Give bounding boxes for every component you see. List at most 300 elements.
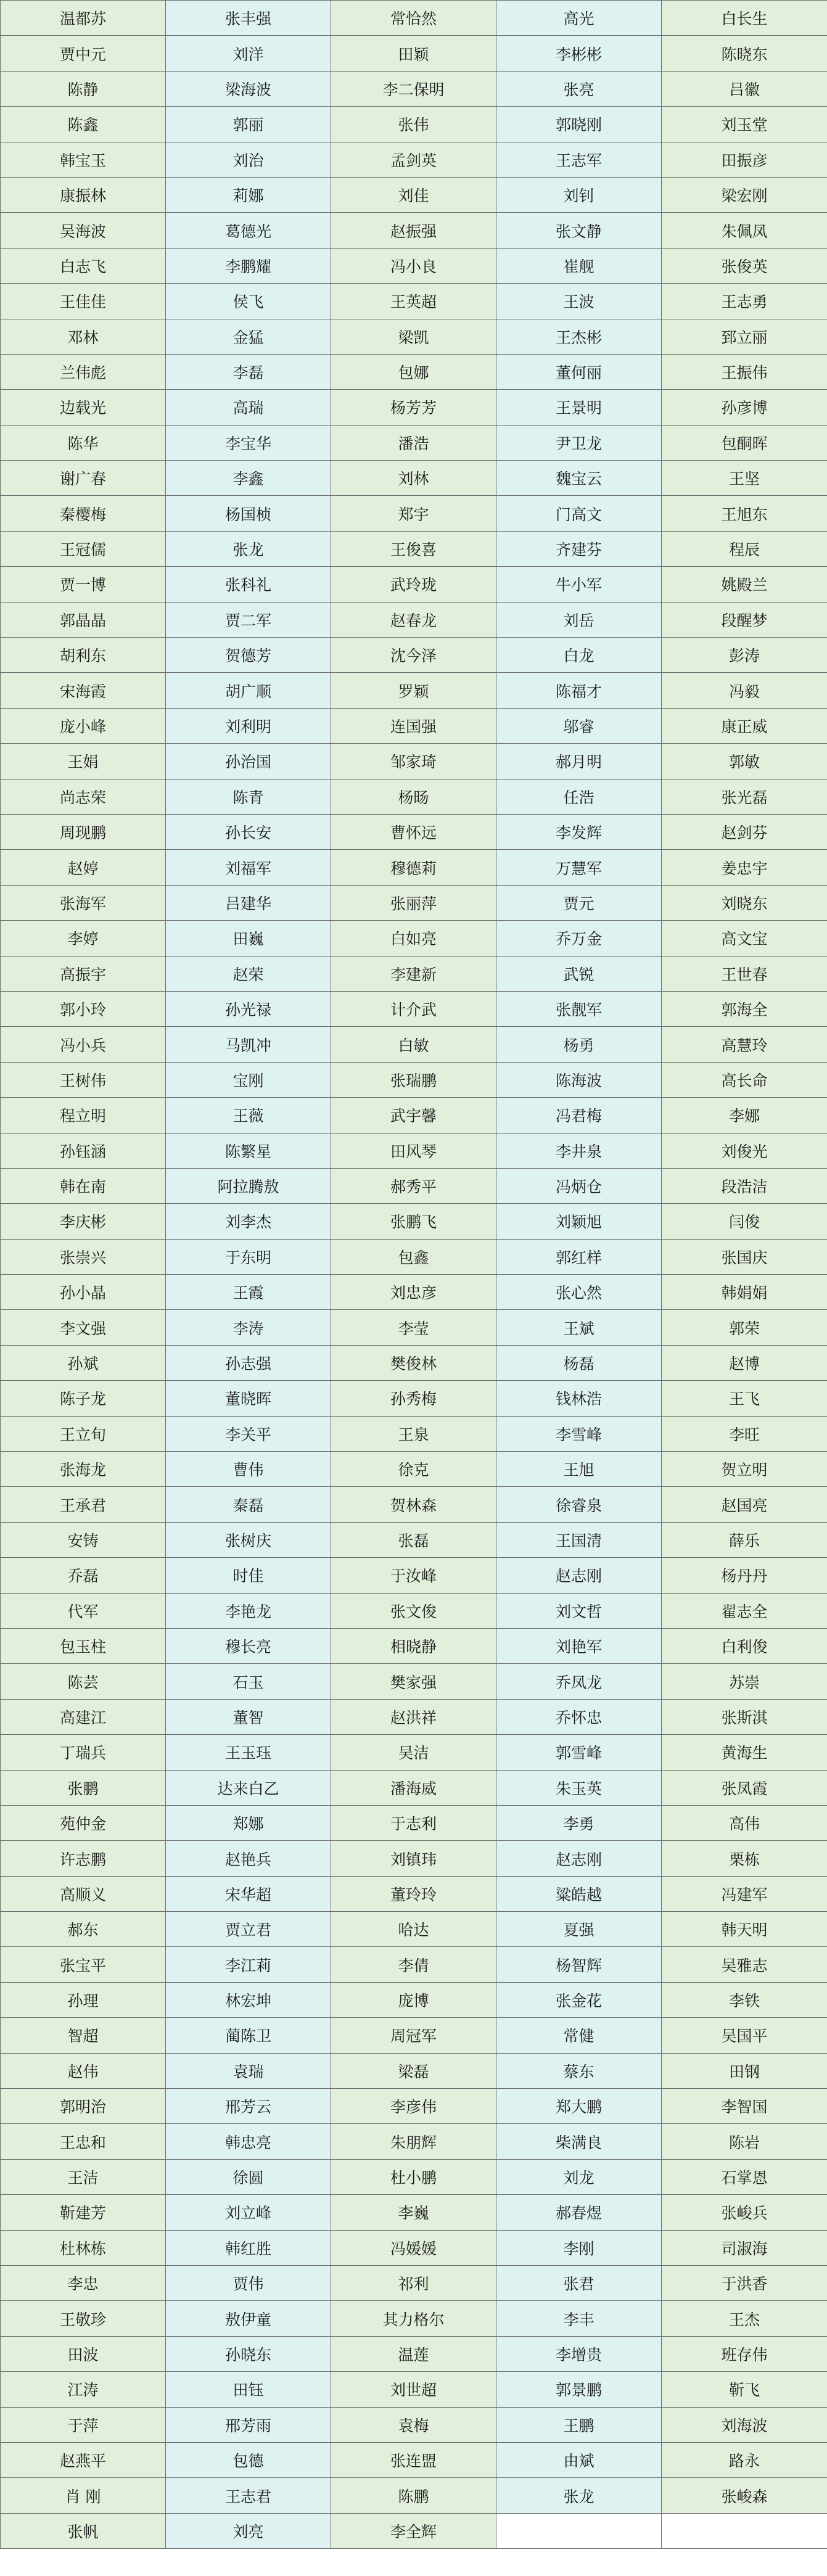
name-cell: 穆长亮 <box>166 1628 331 1663</box>
name-cell: 王旭 <box>496 1452 662 1487</box>
name-cell: 曹伟 <box>166 1452 331 1487</box>
name-cell: 包娜 <box>331 354 496 389</box>
name-cell: 李增贵 <box>496 2336 662 2371</box>
name-cell: 吴国平 <box>662 2018 827 2053</box>
table-row <box>1 1487 827 1522</box>
name-cell: 张靓军 <box>496 991 662 1026</box>
name-cell: 王坚 <box>662 461 827 496</box>
name-cell: 李涛 <box>166 1310 331 1345</box>
name-cell: 包玉柱 <box>1 1628 166 1663</box>
name-cell: 陈子龙 <box>1 1381 166 1416</box>
name-cell: 邬睿 <box>496 708 662 743</box>
name-cell: 韩天明 <box>662 1912 827 1947</box>
name-cell: 冯媛媛 <box>331 2230 496 2265</box>
name-cell: 王忠和 <box>1 2124 166 2159</box>
table-row <box>1 1522 827 1557</box>
table-row <box>1 142 827 177</box>
name-cell: 于东明 <box>166 1239 331 1274</box>
name-cell: 陈福才 <box>496 673 662 708</box>
table-row <box>1 107 827 142</box>
table-row <box>1 1168 827 1203</box>
table-row <box>1 1699 827 1734</box>
name-cell: 于汝峰 <box>331 1558 496 1593</box>
name-cell: 刘晓东 <box>662 885 827 920</box>
name-cell: 刘龙 <box>496 2159 662 2194</box>
table-row <box>1 673 827 708</box>
name-cell: 乔万金 <box>496 921 662 956</box>
name-cell: 冯小兵 <box>1 1027 166 1062</box>
name-cell: 段醒梦 <box>662 602 827 637</box>
name-cell: 高长命 <box>662 1062 827 1097</box>
name-cell: 冯毅 <box>662 673 827 708</box>
name-cell: 郝秀平 <box>331 1168 496 1203</box>
name-cell: 陈海波 <box>496 1062 662 1097</box>
table-row <box>1 390 827 425</box>
name-cell: 李鑫 <box>166 461 331 496</box>
table-row <box>1 1735 827 1770</box>
name-cell: 陈鑫 <box>1 107 166 142</box>
name-cell: 孙理 <box>1 1982 166 2017</box>
name-cell: 郭明治 <box>1 2089 166 2124</box>
table-row <box>1 2230 827 2265</box>
name-cell: 黄海生 <box>662 1735 827 1770</box>
name-cell: 徐圆 <box>166 2159 331 2194</box>
name-cell: 庞博 <box>331 1982 496 2017</box>
table-row <box>1 1664 827 1699</box>
name-cell: 田波 <box>1 2336 166 2371</box>
name-cell: 韩忠亮 <box>166 2124 331 2159</box>
name-cell: 刘海波 <box>662 2407 827 2442</box>
name-cell: 田钰 <box>166 2372 331 2407</box>
name-cell: 王敬珍 <box>1 2301 166 2336</box>
name-cell: 温都苏 <box>1 1 166 36</box>
name-cell: 丁瑞兵 <box>1 1735 166 1770</box>
name-cell: 王薇 <box>166 1098 331 1133</box>
name-cell: 冯君梅 <box>496 1098 662 1133</box>
name-cell: 王杰彬 <box>496 319 662 354</box>
name-cell: 郭丽 <box>166 107 331 142</box>
name-cell: 韩红胜 <box>166 2230 331 2265</box>
name-cell: 孙小晶 <box>1 1275 166 1310</box>
name-cell: 王振伟 <box>662 354 827 389</box>
table-row <box>1 425 827 460</box>
name-cell: 赵振强 <box>331 213 496 248</box>
name-cell: 石掌恩 <box>662 2159 827 2194</box>
name-cell: 袁梅 <box>331 2407 496 2442</box>
name-cell: 张金花 <box>496 1982 662 2017</box>
name-cell: 张俊英 <box>662 248 827 283</box>
table-row <box>1 248 827 283</box>
name-cell: 赵伟 <box>1 2053 166 2088</box>
name-cell: 刘福军 <box>166 850 331 885</box>
name-cell: 智超 <box>1 2018 166 2053</box>
name-cell: 张龙 <box>496 2478 662 2513</box>
name-cell: 庞小峰 <box>1 708 166 743</box>
name-cell: 穆德莉 <box>331 850 496 885</box>
name-cell: 计介武 <box>331 991 496 1026</box>
name-cell: 刘忠彦 <box>331 1275 496 1310</box>
name-cell: 赵荣 <box>166 956 331 991</box>
name-cell: 杨芳芳 <box>331 390 496 425</box>
name-cell: 高振宇 <box>1 956 166 991</box>
name-cell: 常健 <box>496 2018 662 2053</box>
name-cell: 王树伟 <box>1 1062 166 1097</box>
name-cell: 梁海波 <box>166 71 331 106</box>
name-cell: 周现鹏 <box>1 814 166 849</box>
name-cell: 乔怀忠 <box>496 1699 662 1734</box>
name-cell: 郝东 <box>1 1912 166 1947</box>
name-cell: 王玉珏 <box>166 1735 331 1770</box>
name-cell: 蔺陈卫 <box>166 2018 331 2053</box>
table-row <box>1 319 827 354</box>
name-cell: 刘治 <box>166 142 331 177</box>
name-cell: 江涛 <box>1 2372 166 2407</box>
name-cell: 陈鹏 <box>331 2478 496 2513</box>
name-cell: 秦樱梅 <box>1 496 166 531</box>
name-cell: 张磊 <box>331 1522 496 1557</box>
name-cell: 张凤霞 <box>662 1770 827 1805</box>
name-cell: 牛小军 <box>496 567 662 602</box>
table-row <box>1 1062 827 1097</box>
name-cell: 夏强 <box>496 1912 662 1947</box>
name-cell: 李宝华 <box>166 425 331 460</box>
name-cell: 班存伟 <box>662 2336 827 2371</box>
name-cell: 张心然 <box>496 1275 662 1310</box>
name-cell: 相晓静 <box>331 1628 496 1663</box>
name-cell: 粱皓越 <box>496 1876 662 1911</box>
name-cell: 张文俊 <box>331 1593 496 1628</box>
name-cell: 白利俊 <box>662 1628 827 1663</box>
name-cell: 赵婷 <box>1 850 166 885</box>
name-cell: 王杰 <box>662 2301 827 2336</box>
name-cell: 郭景鹏 <box>496 2372 662 2407</box>
name-cell: 杨勇 <box>496 1027 662 1062</box>
name-cell: 王承君 <box>1 1487 166 1522</box>
name-cell: 杨国桢 <box>166 496 331 531</box>
name-cell: 韩在南 <box>1 1168 166 1203</box>
name-cell: 其力格尔 <box>331 2301 496 2336</box>
name-cell: 刘洋 <box>166 36 331 71</box>
name-cell: 边载光 <box>1 390 166 425</box>
name-cell: 樊俊林 <box>331 1345 496 1380</box>
table-row <box>1 885 827 920</box>
table-row <box>1 1628 827 1663</box>
name-cell: 李艳龙 <box>166 1593 331 1628</box>
name-cell: 宋华超 <box>166 1876 331 1911</box>
name-cell: 苑仲金 <box>1 1805 166 1840</box>
name-cell: 钱林浩 <box>496 1381 662 1416</box>
name-cell: 张树庆 <box>166 1522 331 1557</box>
table-row <box>1 1593 827 1628</box>
name-cell: 孙彦博 <box>662 390 827 425</box>
table-row <box>1 2513 827 2548</box>
name-cell: 许志鹏 <box>1 1841 166 1876</box>
name-cell: 赵国亮 <box>662 1487 827 1522</box>
name-cell: 由斌 <box>496 2442 662 2477</box>
name-cell: 张丰强 <box>166 1 331 36</box>
name-cell: 潘浩 <box>331 425 496 460</box>
name-cell: 刘世超 <box>331 2372 496 2407</box>
name-cell: 张斯淇 <box>662 1699 827 1734</box>
name-cell: 李鹏耀 <box>166 248 331 283</box>
name-cell: 张伟 <box>331 107 496 142</box>
name-cell: 哈达 <box>331 1912 496 1947</box>
name-cell: 尚志荣 <box>1 779 166 814</box>
name-cell: 杨磊 <box>496 1345 662 1380</box>
name-cell: 陈晓东 <box>662 36 827 71</box>
name-cell: 段浩洁 <box>662 1168 827 1203</box>
table-row <box>1 1310 827 1345</box>
name-cell: 朱玉英 <box>496 1770 662 1805</box>
name-cell: 贾元 <box>496 885 662 920</box>
name-cell: 吕徽 <box>662 71 827 106</box>
name-cell: 肖 刚 <box>1 2478 166 2513</box>
table-row <box>1 1947 827 1982</box>
name-cell: 郭小玲 <box>1 991 166 1026</box>
name-cell: 侯飞 <box>166 284 331 319</box>
table-row <box>1 1098 827 1133</box>
name-cell: 常恰然 <box>331 1 496 36</box>
table-row <box>1 956 827 991</box>
table-row <box>1 1452 827 1487</box>
table-row <box>1 1770 827 1805</box>
name-cell: 刘俊光 <box>662 1133 827 1168</box>
name-cell: 高文宝 <box>662 921 827 956</box>
name-cell: 包酮晖 <box>662 425 827 460</box>
name-cell: 陈青 <box>166 779 331 814</box>
name-cell: 罗颖 <box>331 673 496 708</box>
name-cell: 刘颖旭 <box>496 1204 662 1239</box>
name-cell: 高慧玲 <box>662 1027 827 1062</box>
table-row <box>1 1841 827 1876</box>
name-cell: 李忠 <box>1 2266 166 2301</box>
name-cell: 白长生 <box>662 1 827 36</box>
table-row <box>1 1416 827 1451</box>
name-cell: 张光磊 <box>662 779 827 814</box>
name-cell: 祁利 <box>331 2266 496 2301</box>
table-row <box>1 213 827 248</box>
name-cell: 赵志刚 <box>496 1558 662 1593</box>
name-cell: 刘林 <box>331 461 496 496</box>
table-row <box>1 354 827 389</box>
table-row <box>1 1 827 36</box>
name-cell: 宝刚 <box>166 1062 331 1097</box>
name-cell: 包德 <box>166 2442 331 2477</box>
name-cell: 孙晓东 <box>166 2336 331 2371</box>
name-cell: 连国强 <box>331 708 496 743</box>
name-cell: 郭海全 <box>662 991 827 1026</box>
name-cell: 张帆 <box>1 2513 166 2548</box>
table-row <box>1 602 827 637</box>
name-cell: 宋海霞 <box>1 673 166 708</box>
name-cell: 郭敏 <box>662 744 827 779</box>
name-cell: 张瑞鹏 <box>331 1062 496 1097</box>
name-cell: 尹卫龙 <box>496 425 662 460</box>
name-cell: 孙志强 <box>166 1345 331 1380</box>
table-row <box>1 921 827 956</box>
name-cell: 贺林森 <box>331 1487 496 1522</box>
name-cell: 张宝平 <box>1 1947 166 1982</box>
table-row <box>1 496 827 531</box>
name-cell: 邹家琦 <box>331 744 496 779</box>
name-cell: 陈静 <box>1 71 166 106</box>
name-cell: 郭雪峰 <box>496 1735 662 1770</box>
name-cell: 郅立丽 <box>662 319 827 354</box>
name-cell: 张鹏飞 <box>331 1204 496 1239</box>
name-cell: 李铁 <box>662 1982 827 2017</box>
name-cell <box>496 2513 662 2548</box>
name-cell: 门高文 <box>496 496 662 531</box>
table-row <box>1 531 827 566</box>
name-cell: 薛乐 <box>662 1522 827 1557</box>
name-cell: 王佳佳 <box>1 284 166 319</box>
name-cell: 李刚 <box>496 2230 662 2265</box>
name-cell: 孙斌 <box>1 1345 166 1380</box>
name-cell: 张海军 <box>1 885 166 920</box>
table-row <box>1 1133 827 1168</box>
name-cell: 郝春煜 <box>496 2195 662 2230</box>
name-cell: 陈华 <box>1 425 166 460</box>
name-cell: 田颖 <box>331 36 496 71</box>
name-cell: 代军 <box>1 1593 166 1628</box>
name-cell: 兰伟彪 <box>1 354 166 389</box>
name-cell: 杨旸 <box>331 779 496 814</box>
name-cell: 刘立峰 <box>166 2195 331 2230</box>
name-cell: 张海龙 <box>1 1452 166 1487</box>
name-cell: 栗栋 <box>662 1841 827 1876</box>
table-row <box>1 177 827 212</box>
name-cell: 高伟 <box>662 1805 827 1840</box>
name-cell: 张鹏 <box>1 1770 166 1805</box>
name-cell: 崔舰 <box>496 248 662 283</box>
name-cell: 杜小鹏 <box>331 2159 496 2194</box>
name-cell: 李江莉 <box>166 1947 331 1982</box>
name-cell: 李莹 <box>331 1310 496 1345</box>
name-cell: 孙长安 <box>166 814 331 849</box>
name-cell: 张亮 <box>496 71 662 106</box>
name-cell: 袁瑞 <box>166 2053 331 2088</box>
name-cell: 程辰 <box>662 531 827 566</box>
table-row <box>1 1275 827 1310</box>
name-cell: 赵志刚 <box>496 1841 662 1876</box>
name-cell: 彭涛 <box>662 638 827 673</box>
table-row <box>1 1982 827 2017</box>
name-cell: 武锐 <box>496 956 662 991</box>
name-cell: 于洪香 <box>662 2266 827 2301</box>
name-cell: 达来白乙 <box>166 1770 331 1805</box>
name-cell: 郑娜 <box>166 1805 331 1840</box>
name-cell: 温莲 <box>331 2336 496 2371</box>
name-cell: 李井泉 <box>496 1133 662 1168</box>
name-cell: 冯建军 <box>662 1876 827 1911</box>
table-row <box>1 2372 827 2407</box>
table-row <box>1 1027 827 1062</box>
table-row <box>1 2124 827 2159</box>
name-cell: 乔磊 <box>1 1558 166 1593</box>
name-cell: 董玲玲 <box>331 1876 496 1911</box>
name-cell: 武宇馨 <box>331 1098 496 1133</box>
table-row <box>1 36 827 71</box>
name-cell: 李彦伟 <box>331 2089 496 2124</box>
name-cell: 高瑞 <box>166 390 331 425</box>
name-cell: 李旺 <box>662 1416 827 1451</box>
name-cell: 王斌 <box>496 1310 662 1345</box>
table-row <box>1 1805 827 1840</box>
name-cell: 康正威 <box>662 708 827 743</box>
name-cell: 贾伟 <box>166 2266 331 2301</box>
name-cell: 赵洪祥 <box>331 1699 496 1734</box>
name-cell: 田钢 <box>662 2053 827 2088</box>
name-cell: 苏崇 <box>662 1664 827 1699</box>
name-cell: 郑大鹏 <box>496 2089 662 2124</box>
name-cell: 李丰 <box>496 2301 662 2336</box>
table-row <box>1 2301 827 2336</box>
name-cell: 程立明 <box>1 1098 166 1133</box>
name-cell: 王泉 <box>331 1416 496 1451</box>
name-cell: 郑宇 <box>331 496 496 531</box>
name-cell: 李倩 <box>331 1947 496 1982</box>
name-cell: 李庆彬 <box>1 1204 166 1239</box>
name-cell: 潘海威 <box>331 1770 496 1805</box>
table-row <box>1 814 827 849</box>
name-cell: 刘玉堂 <box>662 107 827 142</box>
table-row <box>1 1876 827 1911</box>
name-cell: 郭红样 <box>496 1239 662 1274</box>
name-cell: 于萍 <box>1 2407 166 2442</box>
name-cell: 王世春 <box>662 956 827 991</box>
name-cell: 王娟 <box>1 744 166 779</box>
name-cell: 白敏 <box>331 1027 496 1062</box>
name-cell: 梁凯 <box>331 319 496 354</box>
name-cell: 吴洁 <box>331 1735 496 1770</box>
name-cell: 司淑海 <box>662 2230 827 2265</box>
name-cell: 吕建华 <box>166 885 331 920</box>
name-cell: 王英超 <box>331 284 496 319</box>
name-cell: 董何丽 <box>496 354 662 389</box>
name-cell: 吴海波 <box>1 213 166 248</box>
name-cell: 王国清 <box>496 1522 662 1557</box>
table-row <box>1 71 827 106</box>
name-cell: 王波 <box>496 284 662 319</box>
name-cell: 刘亮 <box>166 2513 331 2548</box>
name-cell: 邢芳雨 <box>166 2407 331 2442</box>
name-cell: 贾二军 <box>166 602 331 637</box>
name-cell: 杜林栋 <box>1 2230 166 2265</box>
name-cell: 杨丹丹 <box>662 1558 827 1593</box>
name-cell: 柴满良 <box>496 2124 662 2159</box>
name-cell: 王洁 <box>1 2159 166 2194</box>
name-cell: 赵剑芬 <box>662 814 827 849</box>
name-cell: 靳建芳 <box>1 2195 166 2230</box>
name-cell: 董晓晖 <box>166 1381 331 1416</box>
name-cell: 康振林 <box>1 177 166 212</box>
table-row <box>1 2053 827 2088</box>
name-cell: 朱佩凤 <box>662 213 827 248</box>
table-row <box>1 991 827 1026</box>
name-cell: 张科礼 <box>166 567 331 602</box>
table-row <box>1 2159 827 2194</box>
name-cell: 陈岩 <box>662 2124 827 2159</box>
name-cell: 张龙 <box>166 531 331 566</box>
name-cell: 曹怀远 <box>331 814 496 849</box>
name-cell: 徐睿泉 <box>496 1487 662 1522</box>
name-cell: 林宏坤 <box>166 1982 331 2017</box>
name-cell: 莉娜 <box>166 177 331 212</box>
name-cell: 包鑫 <box>331 1239 496 1274</box>
name-cell: 郭晶晶 <box>1 602 166 637</box>
name-cell: 刘李杰 <box>166 1204 331 1239</box>
table-row <box>1 1381 827 1416</box>
